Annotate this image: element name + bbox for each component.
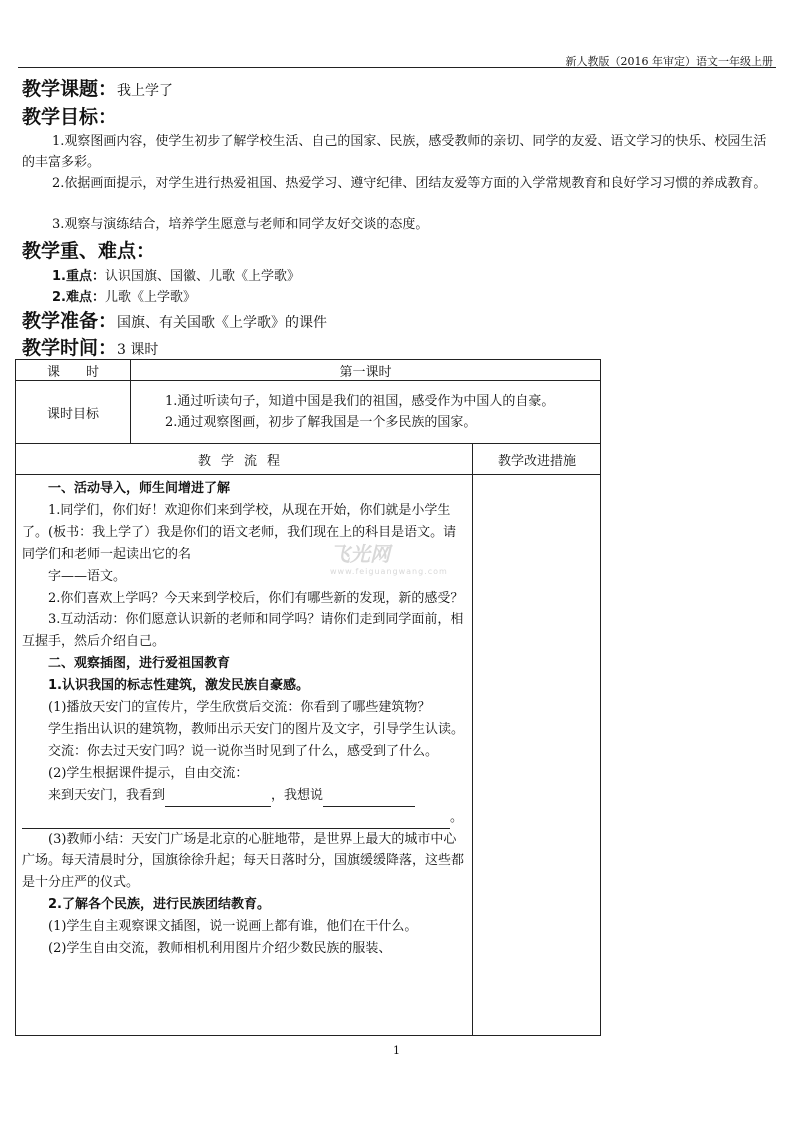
goal-1: 1.通过听读句子，知道中国是我们的祖国，感受作为中国人的自豪。 <box>165 394 555 409</box>
watermark-url: www.feiguangwang.com <box>330 567 448 576</box>
goal-cell <box>131 381 601 444</box>
period-value: 第一课时 <box>131 360 601 381</box>
keypoints-heading: 教学重、难点： <box>22 240 156 262</box>
section-2-para-7: (2)学生自由交流，教师相机利用图片介绍少数民族的服装、 <box>48 941 392 957</box>
topic-heading <box>22 74 173 101</box>
section-1-title: 一、活动导入，师生间增进了解 <box>48 481 231 496</box>
goal-label: 课时目标 <box>16 381 131 444</box>
fill-in-line-2: 。 <box>22 807 468 829</box>
section-2-sub-1: 1.认识我国的标志性建筑，激发民族自豪感。 <box>48 678 309 694</box>
watermark-brand: 飞光网 <box>330 542 390 566</box>
teaching-flow-table <box>15 444 601 1036</box>
duration-heading: 教学时间：3 课时 <box>22 337 159 359</box>
section-1-para-1: 1.同学们，你们好！欢迎你们来到学校，从现在开始，你们就是小学生了。(板书：我上学了）我是你们的语文老师，我们现在上的科目是语文。请同学们和老师一起读出它的名 <box>22 502 457 562</box>
fill-blank-1 <box>165 792 271 807</box>
topic-value: 我上学了 <box>117 83 174 99</box>
goal-2: 2.通过观察图画，初步了解我国是一个多民族的国家。 <box>165 415 477 430</box>
period-label: 课 时 <box>16 360 131 381</box>
preparation-value: 国旗、有关国歌《上学歌》的课件 <box>117 315 328 331</box>
objective-2: 2.依据画面提示，对学生进行热爱祖国、热爱学习、遵守纪律、团结友爱等方面的入学常规教育和良好学习习惯的养成教育。 <box>52 176 767 191</box>
difficulty-line: 2.难点：儿歌《上学歌》 <box>52 290 196 305</box>
objectives-heading: 教学目标： <box>22 106 118 128</box>
improvement-column-header: 教学改进措施 <box>497 454 576 469</box>
objective-1: 1.观察图画内容，使学生初步了解学校生活、自己的国家、民族，感受教师的亲切、同学的友爱、语文学习的快乐、校园生活的丰富多彩。 <box>22 134 767 170</box>
section-1-para-2: 2.你们喜欢上学吗？今天来到学校后，你们有哪些新的发现，新的感受？ <box>48 590 464 606</box>
section-2-sub-2: 2.了解各个民族，进行民族团结教育。 <box>48 897 270 913</box>
fill-blank-2 <box>323 792 415 807</box>
section-1-para-1b: 字——语文。 <box>48 568 127 584</box>
header-row-rule <box>16 474 600 475</box>
page-number: 1 <box>393 1044 400 1057</box>
topic-label: 教学课题： <box>22 78 118 100</box>
focus-line: 1.重点：认识国旗、国徽、儿歌《上学歌》 <box>52 269 300 284</box>
fill-blank-3 <box>22 814 450 829</box>
section-2-para-1: (1)播放天安门的宣传片，学生欣赏后交流：你看到了哪些建筑物？ <box>48 700 431 716</box>
section-2-para-2: 学生指出认识的建筑物，教师出示天安门的图片及文字，引导学生认读。 <box>48 721 465 737</box>
objective-3: 3.观察与演练结合，培养学生愿意与老师和同学友好交谈的态度。 <box>52 217 429 232</box>
lesson-info-table <box>15 359 601 444</box>
fill-in-line: 来到天安门，我看到 ，我想说 <box>22 785 468 807</box>
section-2-para-6: (1)学生自主观察课文插图，说一说画上都有谁，他们在干什么。 <box>48 919 418 935</box>
column-divider <box>472 444 473 1035</box>
duration-value: 3 课时 <box>117 342 159 358</box>
edition-header: 新人教版（2016 年审定）语文一年级上册 <box>565 55 773 68</box>
section-2-title: 二、观察插图，进行爱祖国教育 <box>48 656 231 672</box>
section-2-para-3: 交流：你去过天安门吗？说一说你当时见到了什么，感受到了什么。 <box>48 743 439 759</box>
section-2-para-4: (2)学生根据课件提示，自由交流： <box>48 765 249 781</box>
section-1-para-3: 3.互动活动：你们愿意认识新的老师和同学吗？请你们走到同学面前，相互握手，然后介绍自己。 <box>22 612 464 650</box>
watermark <box>330 538 448 576</box>
header-rule <box>18 67 776 68</box>
section-2-para-5: (3)教师小结：天安门广场是北京的心脏地带，是世界上最大的城市中心广场。每天清晨时分，国旗徐徐升起；每天日落时分，国旗缓缓降落，这些都是十分庄严的仪式。 <box>22 831 465 891</box>
flow-column-header: 教学流程 <box>197 454 290 469</box>
preparation-heading: 教学准备：国旗、有关国歌《上学歌》的课件 <box>22 310 328 332</box>
